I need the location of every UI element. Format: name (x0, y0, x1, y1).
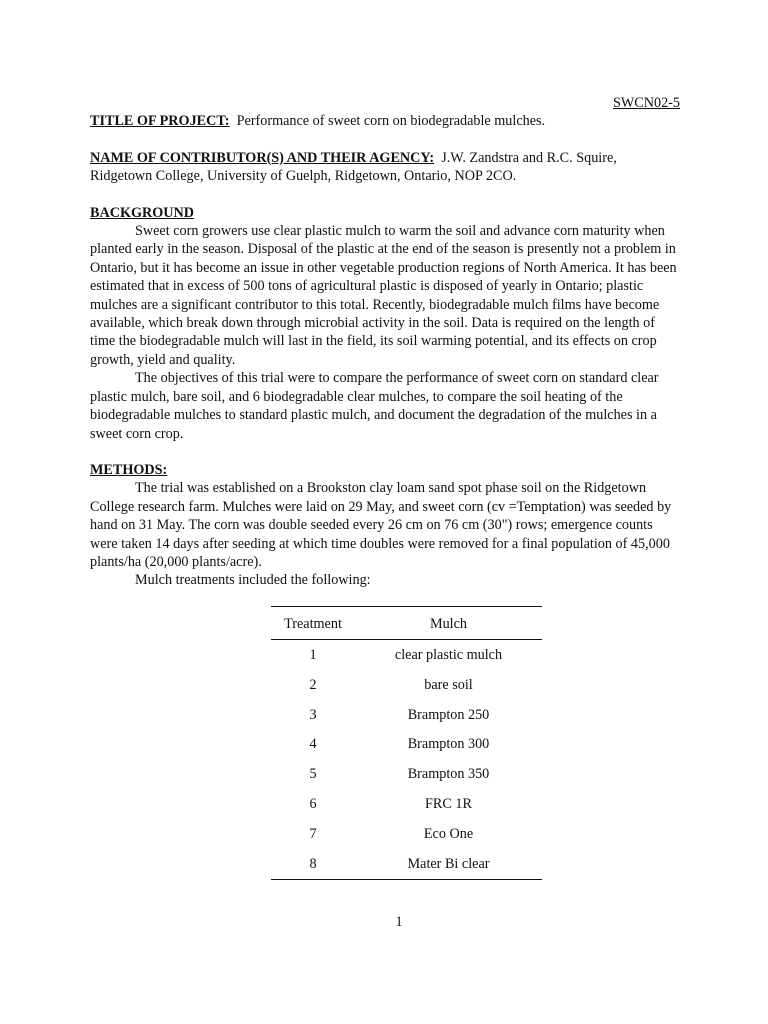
treatment-number: 7 (309, 825, 317, 842)
mulch-name: Brampton 250 (407, 706, 490, 723)
table-row (271, 640, 542, 670)
table-row (271, 760, 542, 790)
mulch-name: clear plastic mulch (394, 647, 503, 664)
project-title-text: Performance of sweet corn on biodegradable mulches. (236, 113, 546, 130)
contributors-text: J.W. Zandstra and R.C. Squire, Ridgetown College, University of Guelph, Ridgetown, Ontario, NOP 2CO. (90, 149, 617, 185)
treatment-number: 3 (309, 706, 317, 723)
table-header-mulch: Mulch (355, 607, 542, 640)
project-title (90, 112, 680, 130)
mulch-name: Eco One (423, 825, 474, 842)
treatment-number: 6 (309, 796, 317, 813)
treatment-number: 5 (309, 766, 317, 783)
table-header-treatment: Treatment (271, 607, 355, 640)
project-title-label: TITLE OF PROJECT: (90, 113, 230, 130)
treatment-number: 8 (271, 849, 355, 879)
table-row (271, 670, 542, 700)
table-row (271, 730, 542, 760)
table-row (271, 789, 542, 819)
table-row (271, 819, 542, 849)
contributors (90, 149, 680, 186)
background-heading: BACKGROUND (90, 204, 195, 221)
table-header-row (271, 607, 542, 640)
page-number: 1 (395, 914, 403, 930)
mulch-treatments-table (271, 606, 542, 880)
contributors-label: NAME OF CONTRIBUTOR(S) AND THEIR AGENCY: (90, 149, 435, 166)
table-row (271, 700, 542, 730)
mulch-name: bare soil (424, 676, 473, 693)
mulch-name: Brampton 300 (407, 736, 490, 753)
methods-paragraph-2: Mulch treatments included the following: (135, 572, 371, 589)
mulch-name: Brampton 350 (407, 766, 490, 783)
mulch-name: Mater Bi clear (355, 849, 542, 879)
mulch-name: FRC 1R (425, 796, 472, 813)
treatment-number: 1 (309, 647, 317, 664)
methods-heading: METHODS: (90, 461, 168, 478)
table-row (271, 849, 542, 879)
document-id: SWCN02-5 (613, 95, 680, 111)
treatment-number: 4 (309, 736, 317, 753)
background-paragraph-1: Sweet corn growers use clear plastic mulch to warm the soil and advance corn maturity when planted early in the season. Disposal of the plastic at the end of the season is presently not a problem in Ontario, but it has become an issue in other vegetable production regions of North America. It has been estimated that in excess of 500 tons of agricultural plastic is disposed of yearly in Ontario; plastic mulches are a significant contributor to this total. Recently, biodegradable mulch films have become available, which break down through microbial activity in the soil. Data is required on the length of time the biodegradable mulch will last in the field, its soil warming potential, and its effects on crop growth, yield and quality. (90, 223, 677, 368)
background-paragraph-2: The objectives of this trial were to compare the performance of sweet corn on standard clear plastic mulch, bare soil, and 6 biodegradable clear mulches, to compare the soil heating of the biodegradable mulches to standard plastic mulch, and document the degradation of the mulches in a sweet corn crop. (90, 370, 659, 442)
document-page (90, 94, 680, 590)
treatment-number: 2 (309, 676, 317, 693)
methods-paragraph-1: The trial was established on a Brookston clay loam sand spot phase soil on the Ridgetown College research farm. Mulches were laid on 29 May, and sweet corn (cv =Temptation) was seeded by hand on 31 May. The corn was double seeded every 26 cm on 76 cm (30") rows; emergence counts were taken 14 days after seeding at which time doubles were removed for a final population of 45,000 plants/ha (20,000 plants/acre). (90, 480, 672, 570)
